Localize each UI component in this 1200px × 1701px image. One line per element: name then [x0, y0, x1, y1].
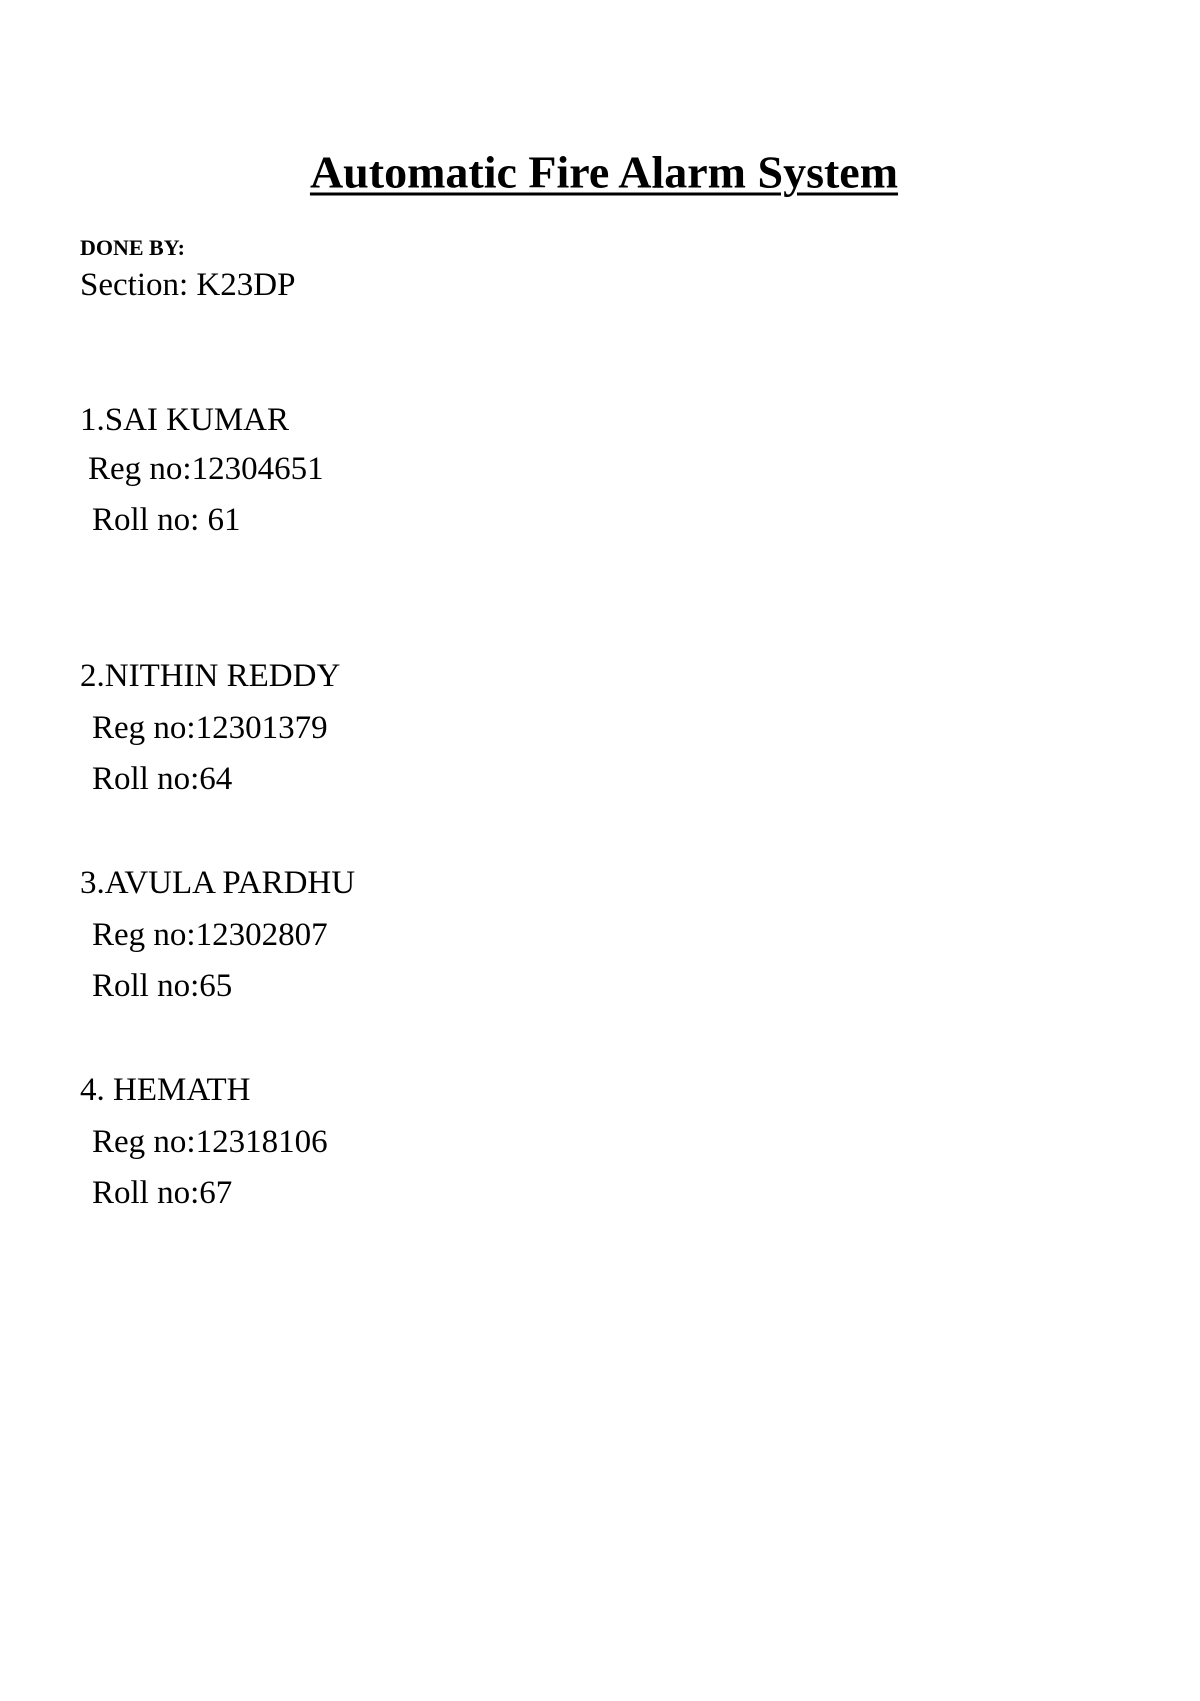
member-reg: Reg no:12318106: [92, 1124, 328, 1160]
member-roll: Roll no:67: [92, 1175, 233, 1211]
member-name: 4. HEMATH: [80, 1072, 251, 1108]
member-roll: Roll no:65: [92, 968, 233, 1004]
member-reg: Reg no:12301379: [92, 710, 328, 746]
member-reg: Reg no:12302807: [92, 917, 328, 953]
member-roll: Roll no:64: [92, 761, 233, 797]
done-by-label: DONE BY:: [80, 235, 185, 260]
member-name: 2.NITHIN REDDY: [80, 658, 341, 694]
document-title: Automatic Fire Alarm System: [309, 146, 899, 198]
member-name: 1.SAI KUMAR: [80, 402, 290, 438]
section-label: Section: K23DP: [80, 267, 296, 303]
member-reg: Reg no:12304651: [88, 451, 324, 487]
member-roll: Roll no: 61: [92, 502, 241, 538]
member-name: 3.AVULA PARDHU: [80, 865, 356, 901]
